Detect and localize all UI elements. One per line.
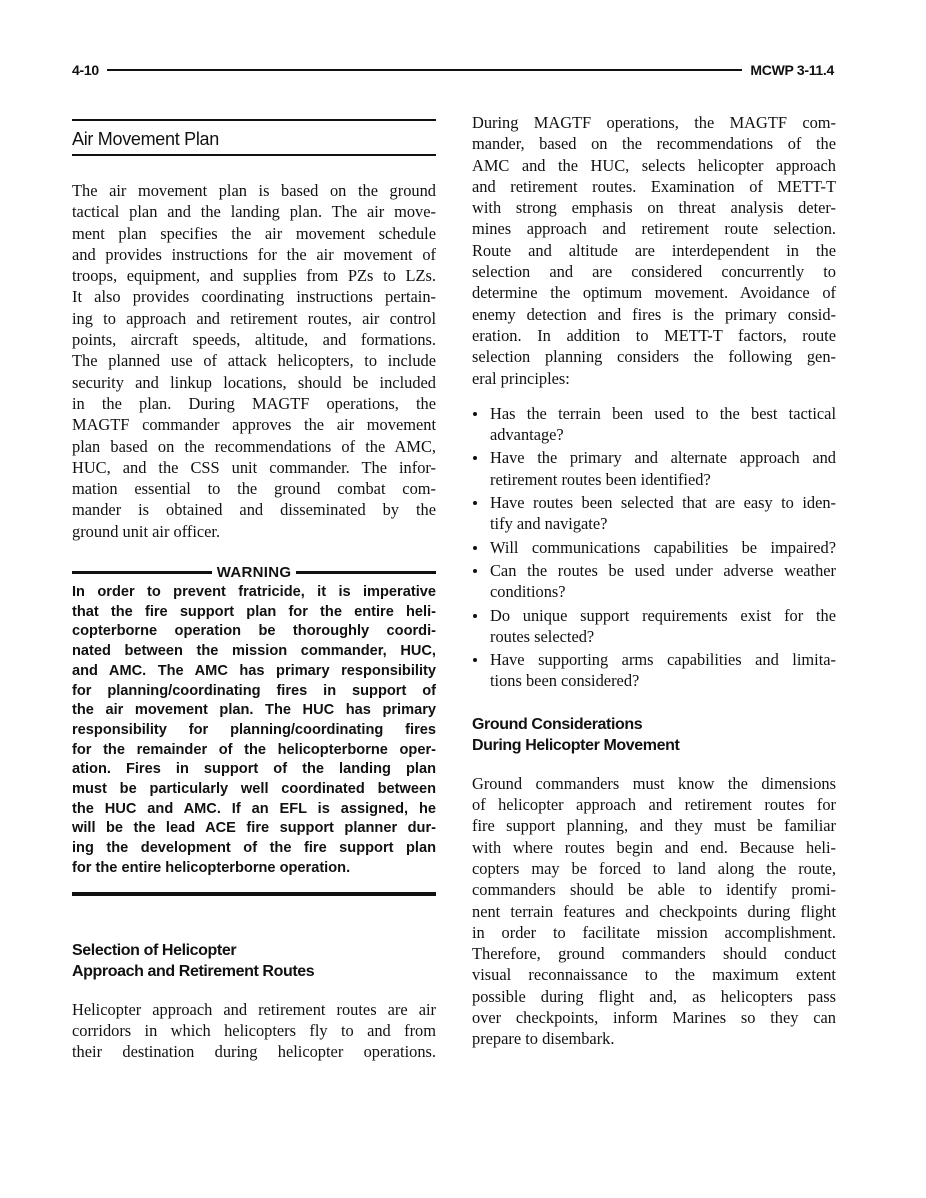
route-principles-list xyxy=(472,403,836,692)
subsection-title-route-selection xyxy=(72,940,436,982)
warning-end-rule xyxy=(72,892,436,896)
text-line: Therefore, ground commanders should conduct xyxy=(472,944,836,964)
section-title-air-movement-plan: Air Movement Plan xyxy=(72,129,219,149)
text-line: possible during flight and, as helicopters pass xyxy=(472,986,836,1006)
text-line: and provides instructions for the air movement of xyxy=(72,244,436,264)
warning-line: that the fire support plan for the entire heli- xyxy=(72,603,436,620)
text-line: prepare to disembark. xyxy=(472,1029,615,1049)
bullet-icon xyxy=(473,614,477,618)
list-item xyxy=(472,403,836,446)
text-line: mation essential to the ground combat com- xyxy=(72,479,436,499)
left-column xyxy=(72,112,436,1062)
text-line: ment plan specifies the air movement schedule xyxy=(72,223,436,243)
warning-body xyxy=(72,583,436,879)
right-column xyxy=(472,112,836,1050)
subsection-title-ground-considerations xyxy=(472,714,836,756)
text-line: Route and altitude are interdependent in the xyxy=(472,240,836,260)
warning-line: and AMC. The AMC has primary responsibility xyxy=(72,662,436,679)
air-movement-plan-paragraph xyxy=(72,180,436,542)
section-rule-bottom xyxy=(72,154,436,156)
text-line: Has the terrain been used to the best tactical xyxy=(490,403,836,423)
text-line: HUC, and the CSS unit commander. The infor- xyxy=(72,457,436,477)
list-item xyxy=(472,537,836,558)
warning-line: for the remainder of the helicopterborne oper- xyxy=(72,741,436,758)
text-line: eral principles: xyxy=(472,368,570,388)
text-line: nent terrain features and checkpoints during flight xyxy=(472,901,836,921)
text-line: Can the routes be used under adverse weather xyxy=(490,560,836,580)
publication-id: MCWP 3-11.4 xyxy=(750,62,834,78)
subsection-title-line: Selection of Helicopter xyxy=(72,941,237,959)
text-line: their destination during helicopter operations. xyxy=(72,1042,436,1062)
subsection-title-line: During Helicopter Movement xyxy=(472,736,680,754)
text-line: and retirement routes. Examination of METT-T xyxy=(472,176,836,196)
list-item xyxy=(472,492,836,535)
page-number: 4-10 xyxy=(72,62,99,78)
text-line: plan based on the recommendations of the AMC, xyxy=(72,436,436,456)
warning-header xyxy=(72,563,436,581)
text-line: tions been considered? xyxy=(490,671,640,691)
header-rule xyxy=(107,69,743,71)
list-item xyxy=(472,447,836,490)
text-line: with where routes begin and end. Because heli- xyxy=(472,837,836,857)
warning-line: will be the lead ACE fire support planner dur- xyxy=(72,820,436,837)
text-line: Helicopter approach and retirement routes are air xyxy=(72,999,436,1019)
list-item xyxy=(472,649,836,692)
warning-line: ation. Fires in support of the landing plan xyxy=(72,761,436,778)
text-line: corridors in which helicopters fly to and from xyxy=(72,1020,436,1040)
text-line: in the plan. During MAGTF operations, the xyxy=(72,393,436,413)
route-selection-paragraph xyxy=(72,999,436,1063)
text-line: commanders should be able to identify promi- xyxy=(472,880,836,900)
list-item xyxy=(472,605,836,648)
text-line: MAGTF commander approves the air movement xyxy=(72,415,436,435)
text-line: Do unique support requirements exist for the xyxy=(490,605,836,625)
warning-line: for planning/coordinating fires in support of xyxy=(72,682,436,699)
text-line: mines approach and retirement route selection. xyxy=(472,219,836,239)
list-item xyxy=(472,560,836,603)
text-line: of helicopter approach and retirement routes for xyxy=(472,795,836,815)
text-line: ing to approach and retirement routes, air control xyxy=(72,308,436,328)
text-line: selection and are considered concurrently to xyxy=(472,262,836,282)
bullet-icon xyxy=(473,658,477,662)
text-line: Ground commanders must know the dimensions xyxy=(472,773,836,793)
text-line: The air movement plan is based on the ground xyxy=(72,181,436,200)
text-line: points, aircraft speeds, altitude, and formations. xyxy=(72,330,436,350)
ground-considerations-paragraph xyxy=(472,773,836,1050)
subsection-title-line: Approach and Retirement Routes xyxy=(72,962,315,980)
text-line: It also provides coordinating instructions pertain- xyxy=(72,287,436,307)
text-line: retirement routes been identified? xyxy=(490,469,711,489)
warning-line: must be particularly well coordinated between xyxy=(72,781,436,798)
text-line: visual reconnaissance to the maximum extent xyxy=(472,965,836,985)
text-line: over checkpoints, inform Marines so they can xyxy=(472,1007,836,1027)
warning-rule-left xyxy=(72,571,212,574)
text-line: determine the optimum movement. Avoidance of xyxy=(472,283,836,303)
running-header xyxy=(72,60,834,80)
warning-line: ing the development of the fire support plan xyxy=(72,840,436,857)
text-line: Have routes been selected that are easy to iden- xyxy=(490,493,836,513)
warning-line: responsibility for planning/coordinating fires xyxy=(72,721,436,738)
bullet-icon xyxy=(473,456,477,460)
text-line: security and linkup locations, should be included xyxy=(72,372,436,392)
text-line: During MAGTF operations, the MAGTF com- xyxy=(472,113,836,132)
text-line: fire support planning, and they must be familiar xyxy=(472,816,836,836)
text-line: AMC and the HUC, selects helicopter approach xyxy=(472,155,836,175)
warning-line: the HUC and AMC. If an EFL is assigned, he xyxy=(72,800,436,817)
text-line: enemy detection and fires is the primary consid- xyxy=(472,304,836,324)
warning-line: for the entire helicopterborne operation. xyxy=(72,859,351,876)
route-planning-paragraph xyxy=(472,112,836,389)
warning-line: copterborne operation be thoroughly coordi- xyxy=(72,623,436,640)
text-line: with strong emphasis on threat analysis deter- xyxy=(472,198,836,218)
text-line: troops, equipment, and supplies from PZs to LZs. xyxy=(72,266,436,286)
text-line: copters may be forced to land along the route, xyxy=(472,858,836,878)
warning-rule-right xyxy=(296,571,436,574)
section-rule-top xyxy=(72,119,436,121)
text-line: Will communications capabilities be impaired? xyxy=(490,537,836,557)
bullet-icon xyxy=(473,569,477,573)
text-line: mander, based on the recommendations of the xyxy=(472,134,836,154)
warning-line: the air movement plan. The HUC has primary xyxy=(72,702,436,719)
text-line: ground unit air officer. xyxy=(72,521,221,541)
warning-line: nated between the mission commander, HUC, xyxy=(72,643,436,660)
text-line: mander is obtained and disseminated by the xyxy=(72,500,436,520)
text-line: conditions? xyxy=(490,582,566,602)
text-line: in order to facilitate mission accomplishment. xyxy=(472,922,836,942)
text-line: tify and navigate? xyxy=(490,514,608,534)
bullet-icon xyxy=(473,412,477,416)
text-line: routes selected? xyxy=(490,626,595,646)
bullet-icon xyxy=(473,501,477,505)
text-line: tactical plan and the landing plan. The air move- xyxy=(72,202,436,222)
text-line: advantage? xyxy=(490,425,564,445)
text-line: Have supporting arms capabilities and limita- xyxy=(490,650,836,670)
text-line: Have the primary and alternate approach and xyxy=(490,448,836,468)
subsection-title-line: Ground Considerations xyxy=(472,715,643,733)
text-line: The planned use of attack helicopters, to include xyxy=(72,351,436,371)
warning-label: WARNING xyxy=(216,563,292,581)
text-line: selection planning considers the following gen- xyxy=(472,347,836,367)
bullet-icon xyxy=(473,546,477,550)
warning-line: In order to prevent fratricide, it is imperative xyxy=(72,584,436,601)
text-line: eration. In addition to METT-T factors, route xyxy=(472,325,836,345)
